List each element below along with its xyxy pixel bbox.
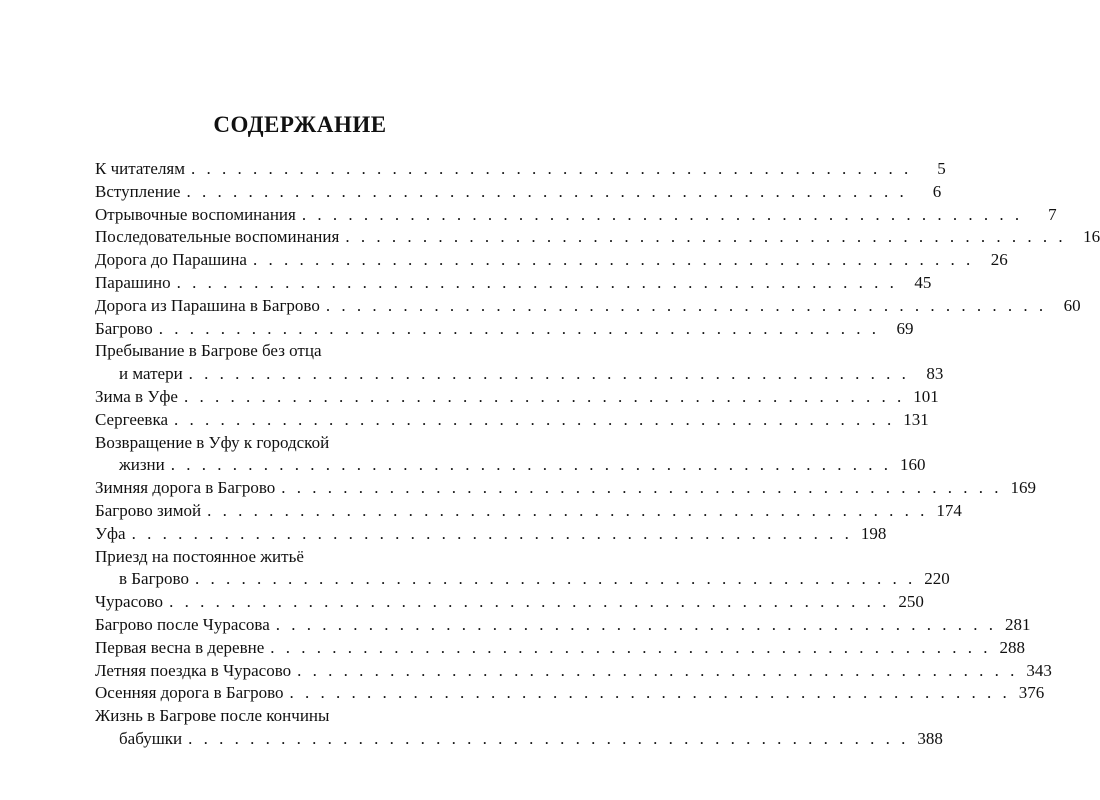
leader-dots: . . . . . . . . . . . . . . . . . . . . . . . . . . . . . . . . . . . . . . . . . . . . . . . [345, 227, 1067, 247]
toc-page-number: 6 [932, 181, 942, 201]
toc-page-number: 198 [860, 523, 887, 543]
toc-page-number: 45 [914, 272, 932, 292]
toc-entry-title: Уфа [95, 523, 126, 543]
leader-dots: . . . . . . . . . . . . . . . . . . . . . . . . . . . . . . . . . . . . . . . . . . . . . . . [270, 637, 992, 657]
toc-entry-title: Зимняя дорога в Багрово [95, 478, 276, 498]
leader-dots: . . . . . . . . . . . . . . . . . . . . . . . . . . . . . . . . . . . . . . . . . . . . . . . [188, 728, 909, 748]
toc-entry[interactable] [95, 204, 1057, 227]
table-of-contents [95, 158, 1100, 751]
toc-entry-line: Жизнь в Багрове после кончины [95, 706, 330, 726]
leader-dots: . . . . . . . . . . . . . . . . . . . . . . . . . . . . . . . . . . . . . . . . . . . . . . . [131, 523, 853, 543]
toc-entry[interactable] [95, 158, 946, 181]
toc-entry[interactable] [95, 500, 962, 523]
toc-entry[interactable] [95, 226, 1100, 249]
toc-entry[interactable] [95, 363, 944, 386]
toc-entry-title: Чурасово [95, 592, 164, 612]
toc-entry[interactable] [95, 523, 887, 546]
toc-entry-title: жизни [119, 455, 165, 475]
toc-entry-title: Багрово зимой [95, 500, 202, 520]
toc-page-number: 131 [903, 409, 929, 429]
toc-entry-title: и матери [119, 364, 183, 384]
toc-page-number: 343 [1026, 660, 1052, 680]
leader-dots: . . . . . . . . . . . . . . . . . . . . . . . . . . . . . . . . . . . . . . . . . . . . . . . [183, 386, 905, 406]
toc-entry[interactable] [95, 568, 950, 591]
toc-entry[interactable] [95, 272, 932, 295]
toc-entry-title: Дорога до Парашина [95, 250, 247, 270]
leader-dots: . . . . . . . . . . . . . . . . . . . . . . . . . . . . . . . . . . . . . . . . . . . . . . . [170, 455, 892, 475]
toc-entry-title: бабушки [119, 728, 183, 748]
toc-page-number: 7 [1048, 204, 1057, 224]
page-title: СОДЕРЖАНИЕ [213, 112, 387, 137]
toc-entry-line: Приезд на постоянное житьё [95, 546, 304, 566]
toc-entry-title: в Багрово [119, 569, 189, 589]
leader-dots: . . . . . . . . . . . . . . . . . . . . . . . . . . . . . . . . . . . . . . . . . . . . . . . [191, 159, 912, 178]
toc-entry[interactable] [95, 728, 943, 751]
toc-page-number: 250 [898, 592, 924, 612]
toc-entry[interactable] [95, 660, 1052, 683]
leader-dots: . . . . . . . . . . . . . . . . . . . . . . . . . . . . . . . . . . . . . . . . . . . . . . . [169, 592, 890, 612]
toc-entry-title: Первая весна в деревне [95, 637, 265, 657]
toc-entry-title: Последовательные воспоминания [95, 227, 340, 247]
leader-dots: . . . . . . . . . . . . . . . . . . . . . . . . . . . . . . . . . . . . . . . . . . . . . . . [188, 364, 910, 384]
toc-page-number: 60 [1063, 295, 1081, 315]
leader-dots: . . . . . . . . . . . . . . . . . . . . . . . . . . . . . . . . . . . . . . . . . . . . . . . [174, 409, 895, 429]
toc-page-number: 26 [990, 250, 1008, 270]
toc-entry[interactable] [95, 318, 914, 341]
toc-page-number: 16 [1083, 227, 1100, 247]
leader-dots: . . . . . . . . . . . . . . . . . . . . . . . . . . . . . . . . . . . . . . . . . . . . . . . [325, 295, 1047, 315]
leader-dots: . . . . . . . . . . . . . . . . . . . . . . . . . . . . . . . . . . . . . . . . . . . . . . . [289, 683, 1011, 703]
leader-dots: . . . . . . . . . . . . . . . . . . . . . . . . . . . . . . . . . . . . . . . . . . . . . . . [281, 478, 1002, 498]
leader-dots: . . . . . . . . . . . . . . . . . . . . . . . . . . . . . . . . . . . . . . . . . . . . . . . [301, 204, 1023, 224]
toc-entry-title: Багрово [95, 318, 153, 338]
toc-entry[interactable] [95, 477, 1036, 500]
toc-entry-title: Вступление [95, 181, 181, 201]
toc-entry[interactable] [95, 409, 929, 432]
leader-dots: . . . . . . . . . . . . . . . . . . . . . . . . . . . . . . . . . . . . . . . . . . . . . . . [158, 318, 880, 338]
toc-entry-title: Дорога из Парашина в Багрово [95, 295, 320, 315]
toc-page-number: 281 [1005, 614, 1031, 634]
toc-entry[interactable] [95, 249, 1008, 272]
toc-entry-title: Зима в Уфе [95, 386, 178, 406]
toc-entry[interactable] [95, 591, 924, 614]
toc-page-number: 388 [917, 728, 943, 748]
toc-entry[interactable] [95, 295, 1081, 318]
toc-page-number: 5 [937, 159, 946, 178]
toc-entry-line: Пребывание в Багрове без отца [95, 341, 322, 361]
leader-dots: . . . . . . . . . . . . . . . . . . . . . . . . . . . . . . . . . . . . . . . . . . . . . . . [275, 614, 997, 634]
toc-entry-title: Осенняя дорога в Багрово [95, 683, 284, 703]
leader-dots: . . . . . . . . . . . . . . . . . . . . . . . . . . . . . . . . . . . . . . . . . . . . . . . [297, 660, 1018, 680]
toc-page-number: 69 [896, 318, 914, 338]
toc-entry-title: К читателям [95, 159, 186, 178]
toc-page-number: 376 [1018, 683, 1045, 703]
toc-page-number: 174 [936, 500, 962, 520]
toc-entry-title: Багрово после Чурасова [95, 614, 270, 634]
toc-entry-title: Летняя поездка в Чурасово [95, 660, 292, 680]
toc-entry[interactable] [95, 386, 939, 409]
toc-entry-title: Отрывочные воспоминания [95, 204, 296, 224]
leader-dots: . . . . . . . . . . . . . . . . . . . . . . . . . . . . . . . . . . . . . . . . . . . . . . . [194, 569, 916, 589]
leader-dots: . . . . . . . . . . . . . . . . . . . . . . . . . . . . . . . . . . . . . . . . . . . . . . . [186, 181, 908, 201]
toc-entry[interactable] [95, 181, 942, 204]
toc-page-number: 160 [900, 455, 926, 475]
toc-page-number: 220 [924, 569, 950, 589]
toc-entry[interactable] [95, 454, 926, 477]
toc-page-number: 101 [913, 386, 939, 406]
leader-dots: . . . . . . . . . . . . . . . . . . . . . . . . . . . . . . . . . . . . . . . . . . . . . . . [176, 272, 898, 292]
toc-page-number: 288 [999, 637, 1026, 657]
toc-entry[interactable] [95, 637, 1026, 660]
toc-page-number: 169 [1010, 478, 1036, 498]
toc-entry[interactable] [95, 682, 1045, 705]
toc-entry[interactable] [95, 614, 1031, 637]
leader-dots: . . . . . . . . . . . . . . . . . . . . . . . . . . . . . . . . . . . . . . . . . . . . . . . [207, 500, 928, 520]
toc-entry-title: Парашино [95, 272, 171, 292]
leader-dots: . . . . . . . . . . . . . . . . . . . . . . . . . . . . . . . . . . . . . . . . . . . . . . . [252, 250, 974, 270]
toc-page-number: 83 [926, 364, 944, 384]
toc-entry-title: Сергеевка [95, 409, 169, 429]
toc-entry-line: Возвращение в Уфу к городской [95, 432, 330, 452]
